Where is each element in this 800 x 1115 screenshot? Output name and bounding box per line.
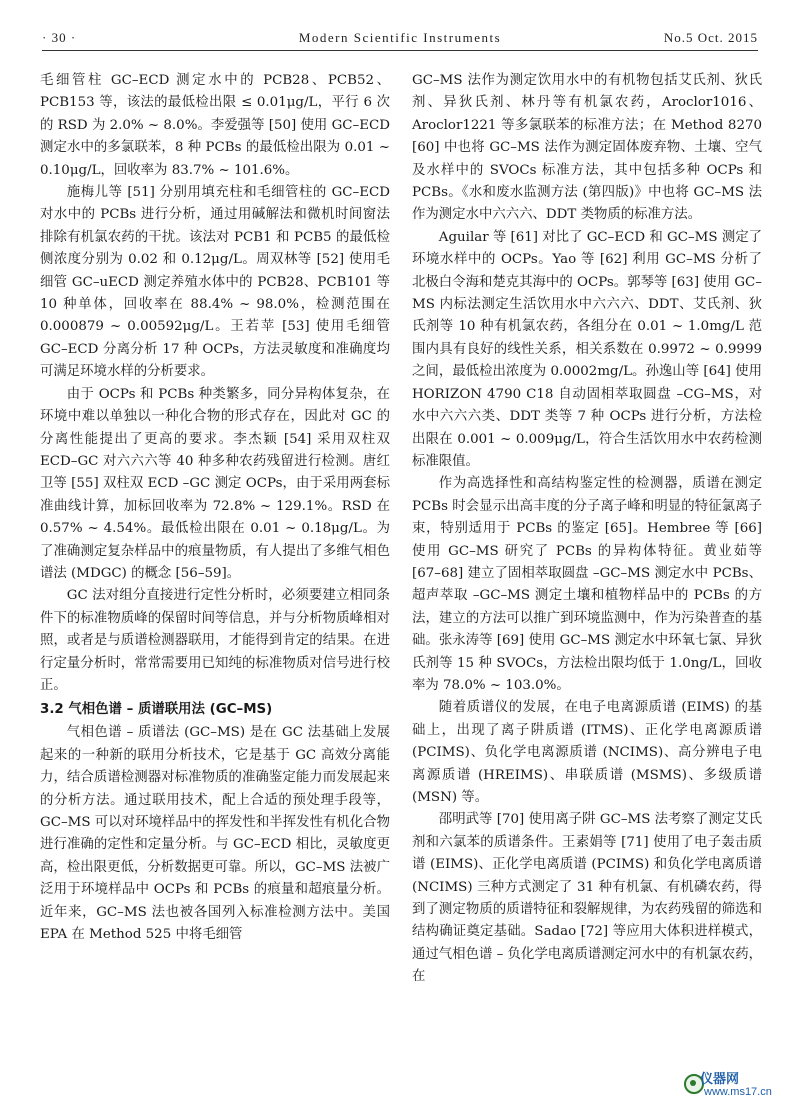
watermark-url: www.ms17.cn bbox=[704, 1086, 772, 1098]
issue-info: No.5 Oct. 2015 bbox=[663, 30, 758, 45]
section-heading: 3.2 气相色谱 – 质谱联用法 (GC–MS) bbox=[40, 702, 273, 718]
paragraph: Aguilar 等 [61] 对比了 GC–ECD 和 GC–MS 测定了环境水样中的 OCPs。Yao 等 [62] 利用 GC–MS 分析了北极白令海和楚克其海中的 OCPs。郭琴等 [63] 使用 GC–MS 内标法测定生活饮用水中六六六、DDT、艾氏剂、狄氏剂等 10 种有机氯农药，各组分在 0.01 ~ 1.0mg/L 范围内具有良好的线性关系，相关系数在 0.9972 ~ 0.9999 之间，最低检出浓度为 0.0002mg/L。孙逸山等 [64] 使用 HORIZON 4790 C18 自动固相萃取圆盘 –CG–MS，对水中六六六类、DDT 类等 7 种 OCPs 进行分析，方法检出限在 0.001 ~ 0.009μg/L，符合生活饮用水中农药检测标准限值。 bbox=[412, 229, 762, 469]
journal-name: Modern Scientific Instruments bbox=[298, 30, 502, 45]
paragraph: 施梅儿等 [51] 分别用填充柱和毛细管柱的 GC–ECD 对水中的 PCBs 进行分析，通过用碱解法和微机时间窗法排除有机氯农药的干扰。该法对 PCB1 和 PCB5 的最低检侧浓度分别为 0.02 和 0.12μg/L。周双林等 [52] 使用毛细管 GC–uECD 测定养殖水体中的 PCB28、PCB101 等 10 种单体，回收率在 88.4% ~ 98.0%，检测范围在 0.000879 ~ 0.00592μg/L。王若苹 [53] 使用毛细管 GC–ECD 分离分析 17 种 OCPs，方法灵敏度和准确度均可满足环境水样的分析要求。 bbox=[40, 185, 390, 380]
running-header bbox=[42, 30, 758, 51]
paragraph: 由于 OCPs 和 PCBs 种类繁多，同分异构体复杂，在环境中难以单独以一种化合物的形式存在，因此对 GC 的分离性能提出了更高的要求。李杰颖 [54] 采用双柱双 ECD–GC 对六六六等 40 种多种农药残留进行检测。唐红卫等 [55] 双柱双 ECD –GC 测定 OCPs，由于采用两套标准曲线计算，加标回收率为 72.8% ~ 129.1%。RSD 在 0.57% ~ 4.54%。最低检出限在 0.01 ~ 0.18μg/L。为了准确测定复杂样品中的痕量物质，有人提出了多维气相色谱法 (MDGC) 的概念 [56–59]。 bbox=[40, 386, 390, 581]
left-column bbox=[40, 70, 390, 946]
paragraph: GC–MS 法作为测定饮用水中的有机物包括艾氏剂、狄氏剂、异狄氏剂、林丹等有机氯农药，Aroclor1016、Aroclor1221 等多氯联苯的标准方法；在 Method 8270 [60] 中也将 GC–MS 法作为测定固体废弃物、土壤、空气及水样中的 SVOCs 标准方法，其中包括多种 OCPs 和 PCBs。《水和废水监测方法 (第四版)》中也将 GC–MS 法作为测定水中六六六、DDT 类物质的标准方法。 bbox=[412, 73, 762, 223]
watermark-text: 仪器网 bbox=[700, 1071, 740, 1086]
right-column bbox=[412, 70, 762, 989]
paragraph: GC 法对组分直接进行定性分析时，必须要建立相同条件下的标准物质峰的保留时间等信息，并与分析物质峰相对照，或者是与质谱检测器联用，才能得到肯定的结果。在进行定量分析时，常常需要用已知纯的标准物质对信号进行校正。 bbox=[40, 588, 390, 693]
paragraph: 邵明武等 [70] 使用离子阱 GC–MS 法考察了测定艾氏剂和六氯苯的质谱条件。王素娟等 [71] 使用了电子轰击质谱 (EIMS)、正化学电离质谱 (PCIMS) 和负化学电离质谱 (NCIMS) 三种方式测定了 31 种有机氯、有机磷农药，得到了测定物质的质谱特征和裂解规律，为农药残留的筛选和结构确证奠定基础。Sadao [72] 等应用大体积进样模式，通过气相色谱 – 负化学电离质谱测定河水中的有机氯农药，在 bbox=[412, 812, 762, 985]
paragraph: 气相色谱 – 质谱法 (GC–MS) 是在 GC 法基础上发展起来的一种新的联用分析技术，它是基于 GC 高效分离能力，结合质谱检测器对标准物质的准确鉴定能力而发展起来的分析方法。通过联用技术，配上合适的预处理手段等，GC–MS 可以对环境样品中的挥发性和半挥发性有机化合物进行准确的定性和定量分析。与 GC–ECD 相比，灵敏度更高，检出限更低，分析数据更可靠。所以，GC–MS 法被广泛用于环境样品中 OCPs 和 PCBs 的痕量和超痕量分析。近年来，GC–MS 法也被各国列入标准检测方法中。美国 EPA 在 Method 525 中将毛细管 bbox=[40, 725, 390, 943]
page-number: · 30 · bbox=[42, 30, 77, 45]
paragraph: 随着质谱仪的发展，在电子电离源质谱 (EIMS) 的基础上，出现了离子阱质谱 (ITMS)、正化学电离源质谱 (PCIMS)、负化学电离源质谱 (NCIMS)、高分辨电子电离源质谱 (HREIMS)、串联质谱 (MSMS)、多级质谱 (MSN) 等。 bbox=[412, 700, 762, 805]
paragraph: 毛细管柱 GC–ECD 测定水中的 PCB28、PCB52、PCB153 等，该法的最低检出限 ≤ 0.01μg/L，平行 6 次的 RSD 为 2.0% ~ 8.0%。李爱强等 [50] 使用 GC–ECD 测定水中的多氯联苯，8 种 PCBs 的最低检出限为 0.01 ~ 0.10μg/L，回收率为 83.7% ~ 101.6%。 bbox=[40, 73, 390, 178]
paragraph: 作为高选择性和高结构鉴定性的检测器，质谱在测定 PCBs 时会显示出高丰度的分子离子峰和明显的特征氯离子束，特别适用于 PCBs 的鉴定 [65]。Hembree 等 [66] 使用 GC–MS 研究了 PCBs 的异构体特征。黄业茹等 [67–68] 建立了固相萃取圆盘 –GC–MS 测定水中 PCBs、超声萃取 –GC–MS 测定土壤和植物样品中的 PCBs 的方法，建立的方法可以推广到环境监测中，作为污染普查的基础。张永涛等 [69] 使用 GC–MS 测定水中环氧七氯、异狄氏剂等 15 种 SVOCs，方法检出限均低于 1.0ng/L，回收率为 78.0% ~ 103.0%。 bbox=[412, 476, 762, 693]
